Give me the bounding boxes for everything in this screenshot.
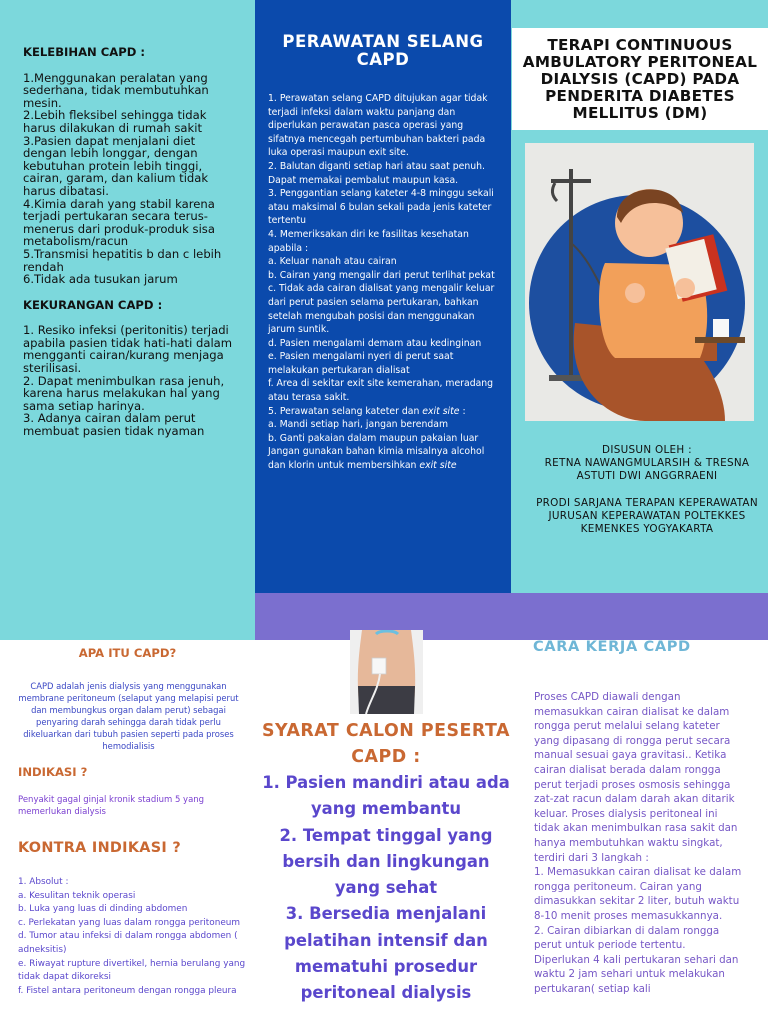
perawatan-line-5 bbox=[268, 405, 500, 419]
cara-paragraph: 1. Memasukkan cairan dialisat ke dalam rongga peritoneum. Cairan yang dimasukkan sekitar 2 liter, butuh waktu 8-10 menit proses memasukkannya. bbox=[534, 866, 742, 922]
perawatan-line-5b-text: b. Ganti pakaian dalam maupun pakaian luar Jangan gunakan bahan kimia misalnya alcohol dan klorin untuk membersihkan bbox=[268, 432, 485, 472]
kelebihan-item: 1.Menggunakan peralatan yang sederhana, tidak membutuhkan mesin. bbox=[23, 70, 209, 110]
syarat-title: SYARAT CALON PESERTA CAPD : bbox=[262, 721, 511, 767]
perawatan-line: f. Area di sekitar exit site kemerahan, meradang atau terasa sakit. bbox=[268, 378, 494, 404]
title-line-1: TERAPI CONTINUOUS AMBULATORY PERITONEAL DIALYSIS (CAPD) PADA bbox=[522, 36, 758, 88]
perawatan-line: e. Pasien mengalami nyeri di perut saat melakukan pertukaran dialisat bbox=[268, 351, 454, 376]
kelebihan-item: 2.Lebih fleksibel sehingga tidak harus dilakukan di rumah sakit bbox=[23, 108, 207, 135]
cara-text bbox=[534, 690, 744, 996]
author-names: RETNA NAWANGMULARSIH & TRESNA ASTUTI DWI ANGGRRAENI bbox=[544, 457, 750, 483]
brochure-title bbox=[512, 37, 768, 122]
indikasi-text: Penyakit gagal ginjal kronik stadium 5 yang memerlukan dialysis bbox=[18, 795, 205, 817]
kontra-item: a. Kesulitan teknik operasi bbox=[18, 890, 136, 901]
author-label: DISUSUN OLEH : bbox=[602, 444, 692, 456]
syarat-item: 3. Bersedia menjalani pelatihan intensif dan mematuhi prosedur peritoneal dialysis bbox=[284, 904, 488, 1003]
perawatan-line: a. Mandi setiap hari, jangan berendam bbox=[268, 419, 449, 431]
kekurangan-item: 2. Dapat menimbulkan rasa jenuh, karena harus melakukan hal yang sama setiap harinya. bbox=[23, 373, 225, 413]
perawatan-line-5b bbox=[268, 432, 500, 473]
perawatan-line: 2. Balutan diganti setiap hari atau saat penuh. Dapat memakai pembalut maupun kasa. bbox=[268, 160, 485, 186]
kekurangan-item: 1. Resiko infeksi (peritonitis) terjadi apabila pasien tidak hati-hati dalam mengganti cairan/kurang menjaga sterilisasi. bbox=[23, 323, 233, 376]
cara-paragraph: 2. Cairan dibiarkan di dalam rongga perut untuk periode tertentu. Diperlukan 4 kali pertukaran sehari dan waktu 2 jam sehari untuk melakukan pertukaran( setiap kali bbox=[534, 924, 739, 995]
kelebihan-item: 3.Pasien dapat menjalani diet dengan lebih longgar, dengan kebutuhan protein lebih tinggi, cairan, garam, dan kalium tidak harus dibatasi. bbox=[23, 133, 209, 198]
cara-paragraph: Proses CAPD diawali dengan memasukkan cairan dialisat ke dalam rongga perut melalui selang kateter yang dipasang di rongga perut secara manual sesuai gaya gravitasi.. Ketika cairan dialisat berada dalam rongga perut terjadi proses osmosis sehingga zat-zat racun dalam darah akan ditarik keluar. Proses dialysis peritoneal ini tidak akan menimbulkan rasa sakit dan hanya membutuhkan waktu singkat, terdiri dari 3 langkah : bbox=[534, 691, 738, 864]
kontra-item: f. Fistel antara peritoneum dengan rongga pleura bbox=[18, 985, 237, 996]
exit-site-term: exit site bbox=[419, 460, 457, 472]
kontra-title: KONTRA INDIKASI ? bbox=[18, 840, 181, 856]
kontra-item: 1. Absolut : bbox=[18, 877, 69, 887]
kontra-item: e. Riwayat rupture divertikel, hernia berulang yang tidak dapat dikoreksi bbox=[18, 958, 246, 983]
purple-band bbox=[255, 593, 768, 640]
syarat-item: 1. Pasien mandiri atau ada yang membantu bbox=[262, 773, 510, 819]
kelebihan-heading: KELEBIHAN CAPD : bbox=[23, 45, 146, 59]
perawatan-line-5-prefix: 5. Perawatan selang kateter dan bbox=[268, 405, 423, 417]
kontra-item: b. Luka yang luas di dinding abdomen bbox=[18, 904, 188, 915]
perawatan-line: c. Tidak ada cairan dialisat yang mengalir keluar dari perut pasien selama pertukaran, bahkan setelah mengubah posisi dan menggunakan jarum suntik. bbox=[268, 283, 495, 336]
apa-title: APA ITU CAPD? bbox=[78, 646, 177, 660]
patient-reading-illustration bbox=[525, 143, 754, 421]
syarat-list bbox=[262, 770, 510, 1007]
kontra-list bbox=[18, 876, 250, 998]
perawatan-line: b. Cairan yang mengalir dari perut terlihat pekat bbox=[268, 269, 495, 281]
perawatan-title: PERAWATAN SELANG CAPD bbox=[282, 32, 484, 69]
kelebihan-item: 6.Tidak ada tusukan jarum bbox=[23, 272, 178, 287]
indikasi-title: INDIKASI ? bbox=[18, 765, 88, 779]
apa-text: CAPD adalah jenis dialysis yang menggunakan membrane peritoneum (selaput yang melapisi perut dan membungkus organ dalam perut) sebagai penyaring darah sehingga darah tidak perlu dikeluarkan dari tubuh pasien seperti pada proses hemodialisis bbox=[18, 681, 239, 751]
title-line-2: PENDERITA DIABETES MELLITUS (DM) bbox=[545, 87, 735, 122]
exit-site-term: exit site bbox=[422, 405, 460, 417]
kontra-item: d. Tumor atau infeksi di dalam rongga abdomen ( adneksitis) bbox=[18, 931, 238, 955]
kelebihan-item: 4.Kimia darah yang stabil karena terjadi pertukaran secara terus-menerus dari produk-produk sisa metabolism/racun bbox=[23, 196, 215, 249]
kekurangan-heading: KEKURANGAN CAPD : bbox=[23, 297, 163, 312]
perawatan-line: 4. Memeriksakan diri ke fasilitas kesehatan apabila : bbox=[268, 228, 469, 254]
syarat-item: 2. Tempat tinggal yang bersih dan lingkungan yang sehat bbox=[279, 825, 493, 898]
perawatan-line: 1. Perawatan selang CAPD ditujukan agar tidak terjadi infeksi dalam waktu panjang dan diperlukan perawatan pasca operasi yang sifatnya mencegah pertumbuhan bakteri pada luka operasi maupun exit site. bbox=[268, 93, 488, 159]
kelebihan-item: 5.Transmisi hepatitis b dan c lebih rendah bbox=[23, 246, 222, 274]
perawatan-line: d. Pasien mengalami demam atau kedinginan bbox=[268, 337, 482, 349]
kontra-item: c. Perlekatan yang luas dalam rongga peritoneum bbox=[18, 917, 241, 928]
perawatan-line-5-suffix: : bbox=[459, 405, 466, 417]
perawatan-line: 3. Penggantian selang kateter 4-8 minggu sekali atau maksimal 6 bulan sekali pada jenis kateter tertentu bbox=[268, 188, 494, 227]
author-institution: PRODI SARJANA TERAPAN KEPERAWATAN JURUSAN KEPERAWATAN POLTEKKES KEMENKES YOGYAKARTA bbox=[536, 496, 758, 536]
kelebihan-section bbox=[23, 46, 238, 438]
perawatan-body bbox=[268, 92, 500, 473]
perawatan-line: a. Keluar nanah atau cairan bbox=[268, 256, 397, 268]
abdomen-catheter-photo bbox=[350, 630, 423, 714]
kekurangan-item: 3. Adanya cairan dalam perut membuat pasien tidak nyaman bbox=[23, 411, 205, 439]
author-credits bbox=[526, 444, 768, 536]
cara-title: CARA KERJA CAPD bbox=[533, 638, 691, 655]
